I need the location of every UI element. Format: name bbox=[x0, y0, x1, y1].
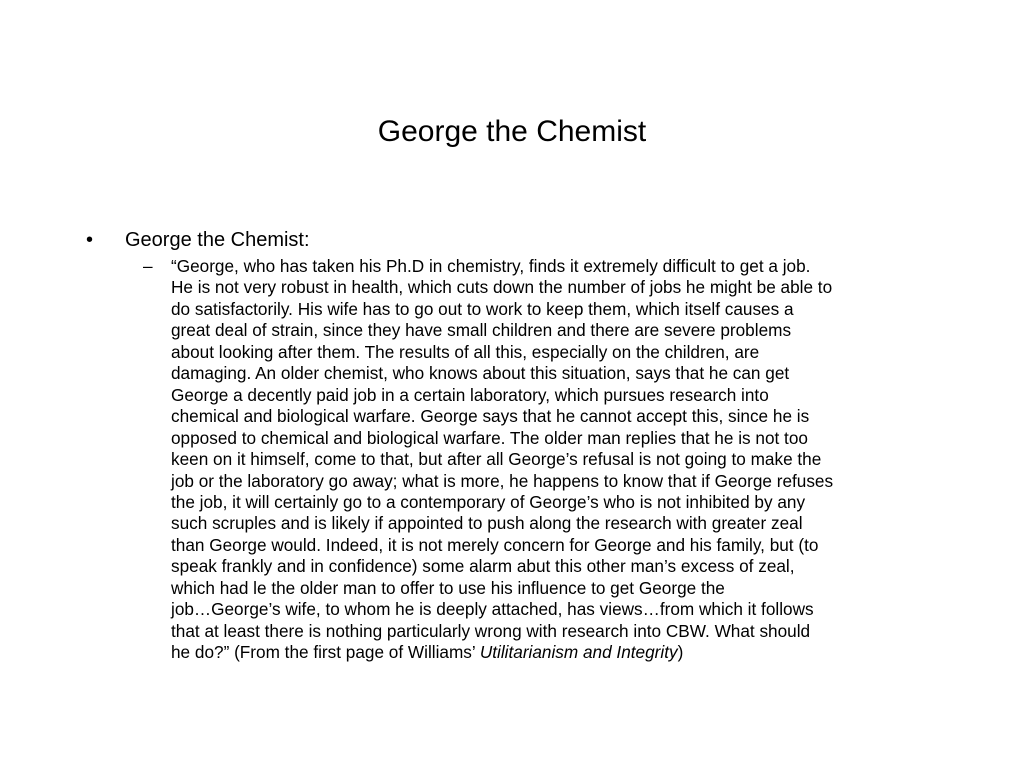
bullet-marker: • bbox=[86, 229, 94, 251]
quote-line: do satisfactorily. His wife has to go out to work to keep them, which itself causes a bbox=[171, 298, 794, 319]
quote-line: such scruples and is likely if appointed to push along the research with greater zeal bbox=[171, 513, 803, 534]
quote-line: than George would. Indeed, it is not merely concern for George and his family, but (to bbox=[171, 534, 819, 555]
quote-line: George a decently paid job in a certain laboratory, which pursues research into bbox=[171, 384, 769, 405]
quote-line: damaging. An older chemist, who knows about this situation, says that he can get bbox=[171, 363, 790, 384]
quote-line: job…George’s wife, to whom he is deeply attached, has views…from which it follows bbox=[171, 599, 814, 620]
quote-line: keen on it himself, come to that, but after all George’s refusal is not going to make the bbox=[171, 449, 822, 470]
quote-line: He is not very robust in health, which cuts down the number of jobs he might be able to bbox=[171, 277, 833, 298]
book-title: Utilitarianism and Integrity bbox=[479, 642, 678, 663]
quote-line: speak frankly and in confidence) some alarm abut this other man’s excess of zeal, bbox=[171, 556, 795, 577]
slide-title: George the Chemist bbox=[377, 115, 647, 148]
sub-bullet-marker: – bbox=[143, 256, 153, 276]
quote-line: which had le the older man to offer to use his influence to get George the bbox=[171, 577, 725, 598]
quote-last-line-text: he do?” (From the first page of Williams’ bbox=[171, 642, 480, 663]
quote-line: that at least there is nothing particularly wrong with research into CBW. What should bbox=[171, 620, 811, 641]
quote-line: “George, who has taken his Ph.D in chemistry, finds it extremely difficult to get a job. bbox=[171, 256, 811, 276]
bullet-text: George the Chemist: bbox=[125, 229, 310, 251]
quote-last-line bbox=[171, 642, 943, 663]
quote-line: the job, it will certainly go to a contemporary of George’s who is not inhibited by any bbox=[171, 491, 806, 512]
quote-line: about looking after them. The results of all this, especially on the children, are bbox=[171, 341, 760, 362]
quote-line: opposed to chemical and biological warfare. The older man replies that he is not too bbox=[171, 427, 808, 448]
quote-line: job or the laboratory go away; what is more, he happens to know that if George refuses bbox=[171, 470, 834, 491]
quote-line: chemical and biological warfare. George says that he cannot accept this, since he is bbox=[171, 406, 810, 427]
closing-paren: ) bbox=[677, 642, 684, 663]
quote-line: great deal of strain, since they have small children and there are severe problems bbox=[171, 320, 792, 341]
quote-paragraph bbox=[171, 256, 943, 664]
